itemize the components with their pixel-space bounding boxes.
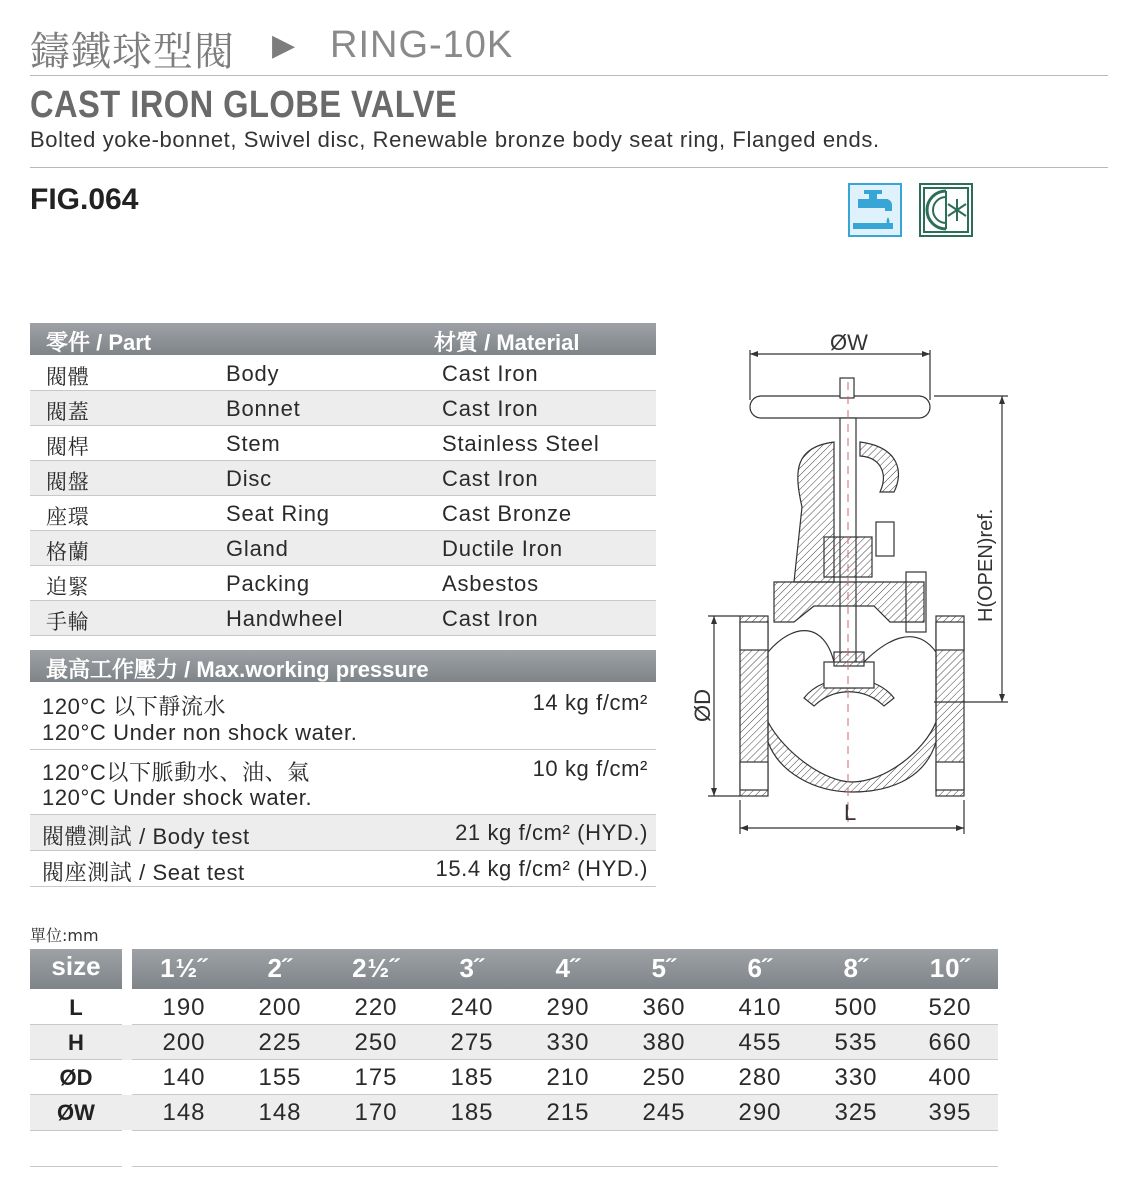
size-value: 520 — [928, 994, 972, 1021]
size-header-cell: 5˝ — [651, 953, 677, 983]
pressure-row — [30, 750, 656, 815]
size-header-cell: 3˝ — [459, 953, 485, 983]
pressure-test-label: 閥體測試 / Body test — [42, 824, 250, 849]
figure-number: FIG.064 — [30, 183, 139, 216]
size-row-label: H — [68, 1030, 84, 1055]
table-row — [30, 496, 656, 531]
header-part: 零件 / Part — [46, 330, 152, 355]
row-divider — [132, 1059, 998, 1060]
size-header-cell: 4˝ — [555, 953, 581, 983]
size-header-cell: 6˝ — [747, 953, 773, 983]
size-value: 330 — [546, 1029, 590, 1056]
label-l: L — [844, 800, 857, 825]
part-name-cn: 迫緊 — [46, 575, 90, 599]
row-divider — [30, 1059, 122, 1060]
table-row — [30, 426, 656, 461]
table-row — [30, 531, 656, 566]
size-value: 148 — [258, 1099, 302, 1126]
size-value: 240 — [450, 994, 494, 1021]
part-name: Gland — [226, 536, 289, 561]
part-name: Seat Ring — [226, 501, 330, 526]
part-material: Cast Iron — [442, 606, 539, 631]
pressure-value: 15.4 kg f/cm² (HYD.) — [435, 856, 648, 881]
part-material: Cast Iron — [442, 466, 539, 491]
pressure-value: 14 kg f/cm² — [532, 690, 648, 715]
size-value: 360 — [642, 994, 686, 1021]
part-name-cn: 格蘭 — [46, 540, 90, 564]
size-value: 330 — [834, 1064, 878, 1091]
part-name: Stem — [226, 431, 281, 456]
pressure-table-header — [30, 650, 656, 682]
table-row — [30, 461, 656, 496]
size-value: 535 — [834, 1029, 878, 1056]
pressure-condition-en: 120°C Under non shock water. — [42, 720, 358, 745]
size-value: 175 — [354, 1064, 398, 1091]
part-name-cn: 閥體 — [46, 365, 90, 389]
size-row-label: ØD — [59, 1065, 93, 1090]
table-row — [30, 601, 656, 636]
divider — [30, 75, 1108, 76]
part-name-cn: 閥蓋 — [46, 400, 90, 424]
part-name-cn: 手輪 — [46, 610, 90, 634]
valve-cross-section-drawing — [684, 322, 1014, 842]
label-w: ØW — [830, 330, 868, 355]
size-value: 225 — [258, 1029, 302, 1056]
part-material: Cast Bronze — [442, 501, 572, 526]
row-divider — [30, 1094, 122, 1095]
table-row — [30, 356, 656, 391]
size-value: 220 — [354, 994, 398, 1021]
row-divider — [30, 1166, 122, 1167]
row-divider — [132, 1166, 998, 1167]
size-value: 185 — [450, 1064, 494, 1091]
size-value: 185 — [450, 1099, 494, 1126]
size-label: size — [51, 951, 101, 981]
title-arrow-icon: ▶ — [272, 28, 296, 63]
part-name: Packing — [226, 571, 310, 596]
size-value: 400 — [928, 1064, 972, 1091]
part-name: Body — [226, 361, 280, 386]
size-header-cell: 1½˝ — [160, 953, 208, 983]
label-d: ØD — [690, 689, 715, 722]
part-material: Stainless Steel — [442, 431, 600, 456]
title-chinese: 鑄鐵球型閥 — [30, 29, 235, 75]
parts-table-header — [30, 323, 656, 355]
part-name: Bonnet — [226, 396, 301, 421]
temperature-hot-cold-icon — [919, 183, 973, 237]
size-value: 170 — [354, 1099, 398, 1126]
pressure-test-label: 閥座測試 / Seat test — [42, 860, 245, 885]
part-name: Handwheel — [226, 606, 344, 631]
part-name: Disc — [226, 466, 272, 491]
part-material: Cast Iron — [442, 396, 539, 421]
header-material: 材質 / Material — [434, 330, 580, 355]
water-tap-icon — [848, 183, 902, 237]
size-row-label: ØW — [57, 1100, 95, 1125]
divider — [30, 167, 1108, 168]
part-material: Asbestos — [442, 571, 539, 596]
pressure-condition-cn: 120°C以下脈動水、油、氣 — [42, 760, 310, 785]
size-value: 280 — [738, 1064, 782, 1091]
size-value: 200 — [258, 994, 302, 1021]
part-name-cn: 座環 — [46, 505, 90, 529]
size-header-cell: 2˝ — [267, 953, 293, 983]
size-value: 380 — [642, 1029, 686, 1056]
part-name-cn: 閥盤 — [46, 470, 90, 494]
size-header-cell: 10˝ — [929, 953, 971, 983]
pressure-row — [30, 851, 656, 887]
size-value: 148 — [162, 1099, 206, 1126]
part-name-cn: 閥桿 — [46, 435, 90, 459]
size-header-cell: 2½˝ — [352, 953, 400, 983]
subtitle: Bolted yoke-bonnet, Swivel disc, Renewable bronze body seat ring, Flanged ends. — [30, 127, 880, 152]
part-material: Cast Iron — [442, 361, 539, 386]
unit-label: 單位:mm — [30, 926, 99, 945]
label-h: H(OPEN)ref. — [975, 508, 997, 622]
size-value: 500 — [834, 994, 878, 1021]
size-value: 190 — [162, 994, 206, 1021]
pressure-row — [30, 684, 656, 750]
row-divider — [132, 1094, 998, 1095]
size-value: 290 — [738, 1099, 782, 1126]
table-row — [30, 566, 656, 601]
row-divider — [30, 1130, 122, 1131]
size-value: 290 — [546, 994, 590, 1021]
pressure-condition-en: 120°C Under shock water. — [42, 785, 313, 810]
part-material: Ductile Iron — [442, 536, 563, 561]
pressure-condition-cn: 120°C 以下靜流水 — [42, 694, 227, 719]
pressure-value: 10 kg f/cm² — [532, 756, 648, 781]
size-value: 410 — [738, 994, 782, 1021]
size-value: 325 — [834, 1099, 878, 1126]
size-value: 140 — [162, 1064, 206, 1091]
row-divider — [132, 1024, 998, 1025]
size-value: 275 — [450, 1029, 494, 1056]
pressure-row — [30, 815, 656, 851]
size-value: 200 — [162, 1029, 206, 1056]
model-name: RING-10K — [330, 24, 514, 66]
table-row — [30, 391, 656, 426]
size-value: 395 — [928, 1099, 972, 1126]
row-divider — [30, 1024, 122, 1025]
size-value: 155 — [258, 1064, 302, 1091]
row-divider — [132, 1130, 998, 1131]
pressure-header-label: 最高工作壓力 / Max.working pressure — [46, 657, 429, 682]
size-value: 250 — [642, 1064, 686, 1091]
size-row-label: L — [69, 995, 83, 1020]
size-value: 245 — [642, 1099, 686, 1126]
size-header-cell: 8˝ — [843, 953, 869, 983]
size-value: 660 — [928, 1029, 972, 1056]
size-value: 250 — [354, 1029, 398, 1056]
size-value: 455 — [738, 1029, 782, 1056]
size-value: 210 — [546, 1064, 590, 1091]
title-english: CAST IRON GLOBE VALVE — [30, 84, 458, 126]
size-value: 215 — [546, 1099, 590, 1126]
pressure-value: 21 kg f/cm² (HYD.) — [455, 820, 648, 845]
